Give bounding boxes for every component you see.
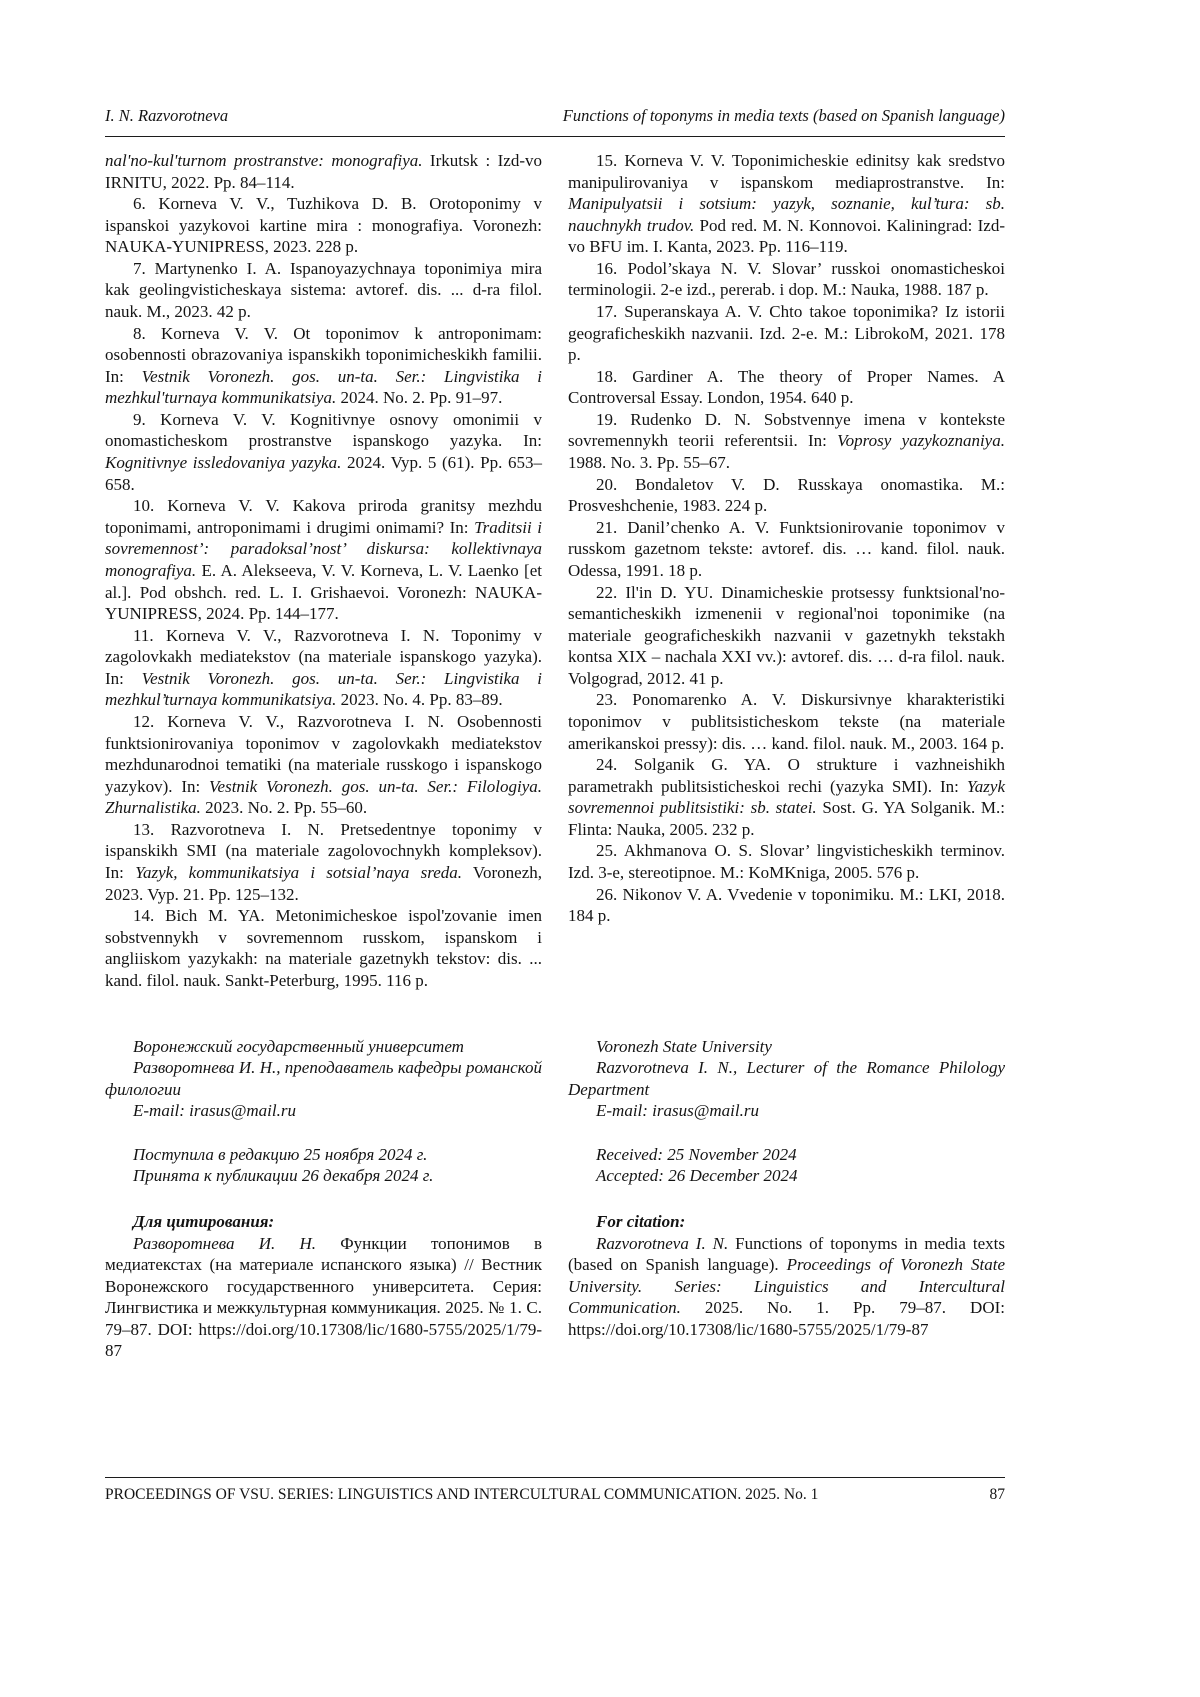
reference-item xyxy=(568,689,1005,754)
running-head-title: Functions of toponyms in media texts (based on Spanish language) xyxy=(562,106,1005,125)
text-segment: Traditsii i sovremennost’: paradoksal’nost’ diskursa: kollektivnaya monografiya. xyxy=(105,517,542,580)
text-segment: 8. Korneva V. V. Ot toponimov k antroponimam: osobennosti obrazovaniya ispanskikh toponimicheskikh familii. In: xyxy=(105,323,542,386)
text-line: Voronezh State University xyxy=(596,1036,772,1056)
text-segment: 15. Korneva V. V. Toponimicheskie edinitsy kak sredstvo manipulirovaniya v ispanskom mediaprostranstve. In: xyxy=(568,150,1005,192)
references-left-column xyxy=(105,150,542,992)
text-line: Razvorotneva I. N., Lecturer of the Romance Philology Department xyxy=(568,1058,1005,1099)
text-line: Принята к публикации 26 декабря 2024 г. xyxy=(133,1166,434,1186)
reference-item xyxy=(568,258,1005,301)
footer-page-number: 87 xyxy=(989,1486,1005,1503)
text-segment: Kognitivnye issledovaniya yazyka. xyxy=(105,453,342,473)
reference-item xyxy=(105,409,542,495)
text-segment: 23. Ponomarenko A. V. Diskursivnye kharakteristiki toponimov v publitsisticheskom tekste (na materiale amerikanskoi pressy): dis. … kand. filol. nauk. M., 2003. 164 p. xyxy=(568,690,1005,753)
text-segment: Функции топонимов в медиатекстах (на материале испанского языка) // Вестник Воронежского государственного университета. Серия: Лингвистика и межкультурная коммуникация. 2025. № 1. С. 79–87. DOI: https://doi.org/10.17308/lic/1680-5755/2025/1/79-87 xyxy=(105,1233,542,1361)
citation-en-body xyxy=(568,1233,1005,1341)
reference-item xyxy=(568,366,1005,409)
text-line: E-mail: irasus@mail.ru xyxy=(133,1101,296,1121)
text-segment: Voprosy yazykoznaniya. xyxy=(837,431,1005,451)
reference-item xyxy=(105,711,542,819)
text-segment: 7. Martynenko I. A. Ispanoyazychnaya toponimiya mira kak geolingvisticheskaya sistema: avtoref. dis. ... d-ra filol. nauk. M., 2023. 42 p. xyxy=(105,258,542,321)
text-segment: Sost. G. YA Solganik. M.: Flinta: Nauka, 2005. 232 p. xyxy=(568,798,1005,839)
dates-en xyxy=(568,1144,1005,1187)
text-line: Воронежский государственный университет xyxy=(133,1036,464,1056)
reference-item xyxy=(105,495,542,624)
affiliation-ru xyxy=(105,1036,542,1122)
text-segment: 22. Il'in D. YU. Dinamicheskie protsessy funktsional'no-semanticheskikh izmenenii v regional'noi toponimike (na materiale geograficheskikh nazvanii v gazetnykh tekstakh kontsa XIX – nachala XXI vv.): avtoref. dis. … d-ra filol. nauk. Volgograd, 2012. 41 p. xyxy=(568,582,1005,688)
text-segment: 2023. No. 4. Pp. 83–89. xyxy=(336,690,503,710)
text-segment: Pod red. M. N. Konnovoi. Kaliningrad: Izd-vo BFU im. I. Kanta, 2023. Pp. 116–119. xyxy=(568,215,1005,257)
affiliation-en xyxy=(568,1036,1005,1122)
text-segment: Yazyk, kommunikatsiya i sotsial’naya sreda. xyxy=(135,863,463,883)
text-line: Поступила в редакцию 25 ноября 2024 г. xyxy=(133,1144,428,1164)
reference-item xyxy=(568,840,1005,883)
text-segment: 10. Korneva V. V. Kakova priroda granitsy mezhdu toponimami, antroponimami i drugimi onimami? In: xyxy=(105,496,542,537)
text-segment: Irkutsk : Izd-vo IRNITU, 2022. Pp. 84–114. xyxy=(105,150,542,192)
text-segment: Yazyk sovremennoi publitsistiki: sb. statei. xyxy=(568,776,1005,818)
text-segment: 1988. No. 3. Pp. 55–67. xyxy=(568,453,730,473)
dates-ru xyxy=(105,1144,542,1187)
text-line: E-mail: irasus@mail.ru xyxy=(596,1101,759,1121)
text-segment: 24. Solganik G. YA. O strukture i vazhneishikh parametrakh publitsisticheskoi rechi (yazyka SMI). In: xyxy=(568,755,1005,796)
text-segment: Manipulyatsii i sotsium: yazyk, soznanie, kul’tura: sb. nauchnykh trudov. xyxy=(568,194,1005,235)
text-segment: Voronezh, 2023. Vyp. 21. Pp. 125–132. xyxy=(105,863,543,904)
text-segment: Proceedings of Voronezh State University. Series: Linguistics and Intercultural Communication. xyxy=(568,1255,1005,1318)
running-head-author: I. N. Razvorotneva xyxy=(105,106,229,125)
text-segment: 20. Bondaletov V. D. Russkaya onomastika. M.: Prosveshchenie, 1983. 224 p. xyxy=(568,474,1005,516)
text-segment: 2025. No. 1. Pp. 79–87. DOI: https://doi.org/10.17308/lic/1680-5755/2025/1/79-87 xyxy=(568,1298,1005,1339)
text-segment: 17. Superanskaya A. V. Chto takoe toponimika? Iz istorii geograficheskikh nazvanii. Izd. 2-e. M.: LibrokoM, 2021. 178 p. xyxy=(568,302,1005,365)
citation-ru-heading: Для цитирования: xyxy=(133,1211,275,1231)
reference-item xyxy=(105,193,542,258)
text-segment: Razvorotneva I. N. xyxy=(596,1233,729,1253)
reference-item xyxy=(568,150,1005,258)
text-segment: nal'no-kul'turnom prostranstve: monografiya. xyxy=(105,150,423,170)
reference-item xyxy=(568,301,1005,366)
text-segment: 11. Korneva V. V., Razvorotneva I. N. Toponimy v zagolovkakh mediatekstov (na materiale ispanskogo yazyka). In: xyxy=(105,625,542,688)
references-section xyxy=(105,150,1005,992)
citation-ru xyxy=(105,1211,542,1362)
text-segment: 2024. Vyp. 5 (61). Pp. 653–658. xyxy=(105,453,542,494)
reference-item xyxy=(568,582,1005,690)
reference-item xyxy=(568,474,1005,517)
citation-ru-body xyxy=(105,1233,542,1362)
footer-journal-line: PROCEEDINGS OF VSU. SERIES: LINGUISTICS AND INTERCULTURAL COMMUNICATION. 2025. No. 1 xyxy=(105,1486,819,1503)
citation-en-heading: For citation: xyxy=(596,1211,686,1231)
text-segment: 2024. No. 2. Pp. 91–97. xyxy=(336,388,503,408)
reference-item xyxy=(105,258,542,323)
text-segment: 16. Podol’skaya N. V. Slovar’ russkoi onomasticheskoi terminologii. 2-e izd., pererab. i dop. M.: Nauka, 1988. 187 p. xyxy=(568,258,1005,300)
text-segment: 9. Korneva V. V. Kognitivnye osnovy omonimii v onomasticheskom prostranstve ispanskogo yazyka. In: xyxy=(105,409,542,451)
citation-section xyxy=(105,1211,1005,1362)
text-segment: 14. Bich M. YA. Metonimicheskoe ispol'zovanie imen sobstvennykh v sovremennom russkom, ispanskom i angliiskom yazykakh: na materiale gazetnykh tekstov: dis. ... kand. filol. nauk. Sankt-Peterburg, 1995. 116 p. xyxy=(105,906,542,990)
dates-section xyxy=(105,1144,1005,1187)
citation-en xyxy=(568,1211,1005,1362)
references-right-column xyxy=(568,150,1005,992)
text-segment: E. A. Alekseeva, V. V. Korneva, L. V. Laenko [et al.]. Pod obshch. red. L. I. Grishaevoi. Voronezh: NAUKA-YUNIPRESS, 2024. Pp. 144–177. xyxy=(105,560,542,624)
reference-item xyxy=(105,625,542,711)
affiliation-section xyxy=(105,1036,1005,1122)
reference-item xyxy=(568,884,1005,927)
text-line: Received: 25 November 2024 xyxy=(596,1144,797,1164)
page-content xyxy=(105,106,1005,1362)
text-segment: 19. Rudenko D. N. Sobstvennye imena v kontekste sovremennykh teorii referentsii. In: xyxy=(568,409,1005,451)
reference-item xyxy=(105,150,542,193)
text-segment: 26. Nikonov V. A. Vvedenie v toponimiku. M.: LKI, 2018. 184 p. xyxy=(568,884,1005,926)
reference-item xyxy=(105,905,542,991)
text-segment: 6. Korneva V. V., Tuzhikova D. B. Orotoponimy v ispanskoi yazykovoi kartine mira : monografiya. Voronezh: NAUKA-YUNIPRESS, 2023. 228 p. xyxy=(105,194,542,257)
text-line: Разворотнева И. Н., преподаватель кафедры романской филологии xyxy=(105,1058,542,1099)
running-head xyxy=(105,106,1005,137)
text-segment: 13. Razvorotneva I. N. Pretsedentnye toponimy v ispanskikh SMI (na materiale zagolovochnykh kompleksov). In: xyxy=(105,819,542,883)
text-segment: 21. Danil’chenko A. V. Funktsionirovanie toponimov v russkom gazetnom tekste: avtoref. dis. … kand. filol. nauk. Odessa, 1991. 18 p. xyxy=(568,517,1005,580)
text-segment: 12. Korneva V. V., Razvorotneva I. N. Osobennosti funktsionirovaniya toponimov v zagolovkakh mediatekstov mezhdunarodnoi tematiki (na materiale russkogo i ispanskogo yazykov). In: xyxy=(105,711,542,796)
reference-item xyxy=(105,323,542,409)
text-segment: Functions of toponyms in media texts (based on Spanish language). xyxy=(568,1233,1005,1275)
reference-item xyxy=(568,754,1005,840)
reference-item xyxy=(568,517,1005,582)
text-segment: 18. Gardiner A. The theory of Proper Names. A Controversal Essay. London, 1954. 640 p. xyxy=(568,366,1005,408)
text-line: Accepted: 26 December 2024 xyxy=(596,1166,798,1186)
text-segment: Разворотнева И. Н. xyxy=(133,1233,316,1253)
page-footer xyxy=(105,1477,1005,1505)
text-segment: Vestnik Voronezh. gos. un-ta. Ser.: Filologiya. Zhurnalistika. xyxy=(105,776,542,818)
text-segment: Vestnik Voronezh. gos. un-ta. Ser.: Lingvistika i mezhkul’turnaya kommunikatsiya. xyxy=(105,668,543,710)
text-segment: 25. Akhmanova O. S. Slovar’ lingvisticheskikh terminov. Izd. 3-e, stereotipnoe. M.: KoMKniga, 2005. 576 p. xyxy=(568,841,1005,883)
text-segment: 2023. No. 2. Pp. 55–60. xyxy=(200,798,368,818)
text-segment: Vestnik Voronezh. gos. un-ta. Ser.: Lingvistika i mezhkul'turnaya kommunikatsiya. xyxy=(105,366,543,408)
reference-item xyxy=(568,409,1005,474)
reference-item xyxy=(105,819,542,905)
